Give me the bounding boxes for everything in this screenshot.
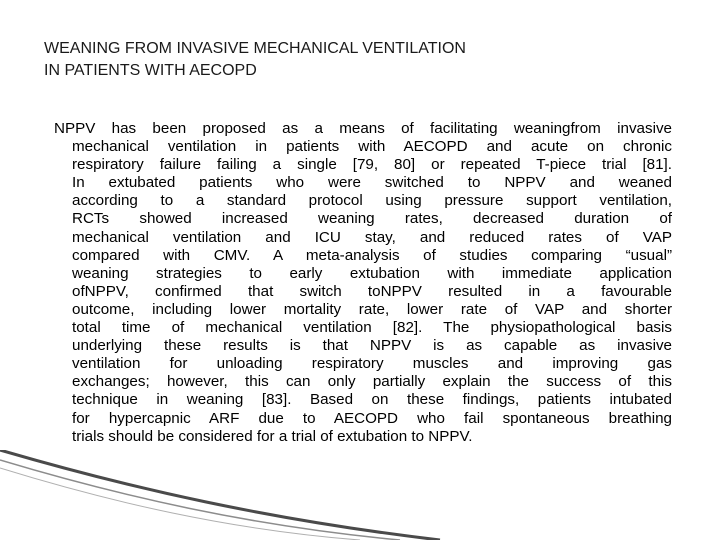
swoosh-dark-stroke xyxy=(0,452,430,540)
body-line: In extubated patients who were switched to NPPV and weaned xyxy=(72,174,672,192)
body-line: weaning strategies to early extubation with immediate application xyxy=(72,264,672,282)
body-line: ofNPPV, confirmed that switch toNPPV resulted in a favourable xyxy=(72,282,672,300)
body-line: underlying these results is that NPPV is as capable as invasive xyxy=(72,337,672,355)
body-line: RCTs showed increased weaning rates, decreased duration of xyxy=(72,210,672,228)
body-line: according to a standard protocol using pressure support ventilation, xyxy=(72,192,672,210)
body-paragraph xyxy=(54,120,672,446)
body-line: outcome, including lower mortality rate, lower rate of VAP and shorter xyxy=(72,300,672,318)
body-line: trials should be considered for a trial of extubation to NPPV. xyxy=(72,427,473,445)
body-line: mechanical ventilation and ICU stay, and reduced rates of VAP xyxy=(72,228,672,246)
body-line: ventilation for unloading respiratory muscles and improving gas xyxy=(72,355,672,373)
slide-title-line-2: IN PATIENTS WITH AECOPD xyxy=(44,62,257,79)
slide-title-line-1: WEANING FROM INVASIVE MECHANICAL VENTILATION xyxy=(44,40,466,57)
body-line: technique in weaning [83]. Based on these findings, patients intubated xyxy=(72,391,672,409)
body-line: for hypercapnic ARF due to AECOPD who fail spontaneous breathing xyxy=(72,409,672,427)
bottom-decoration-swoosh xyxy=(0,450,720,540)
body-line: total time of mechanical ventilation [82]. The physiopathological basis xyxy=(72,319,672,337)
body-line: compared with CMV. A meta-analysis of studies comparing “usual” xyxy=(72,246,672,264)
slide-title xyxy=(44,38,664,82)
body-line: NPPV has been proposed as a means of facilitating weaningfrom invasive xyxy=(54,120,672,137)
body-line: respiratory failure failing a single [79, 80] or repeated T-piece trial [81]. xyxy=(72,156,672,174)
body-line: exchanges; however, this can only partially explain the success of this xyxy=(72,373,672,391)
body-line: mechanical ventilation in patients with AECOPD and acute on chronic xyxy=(72,138,672,156)
